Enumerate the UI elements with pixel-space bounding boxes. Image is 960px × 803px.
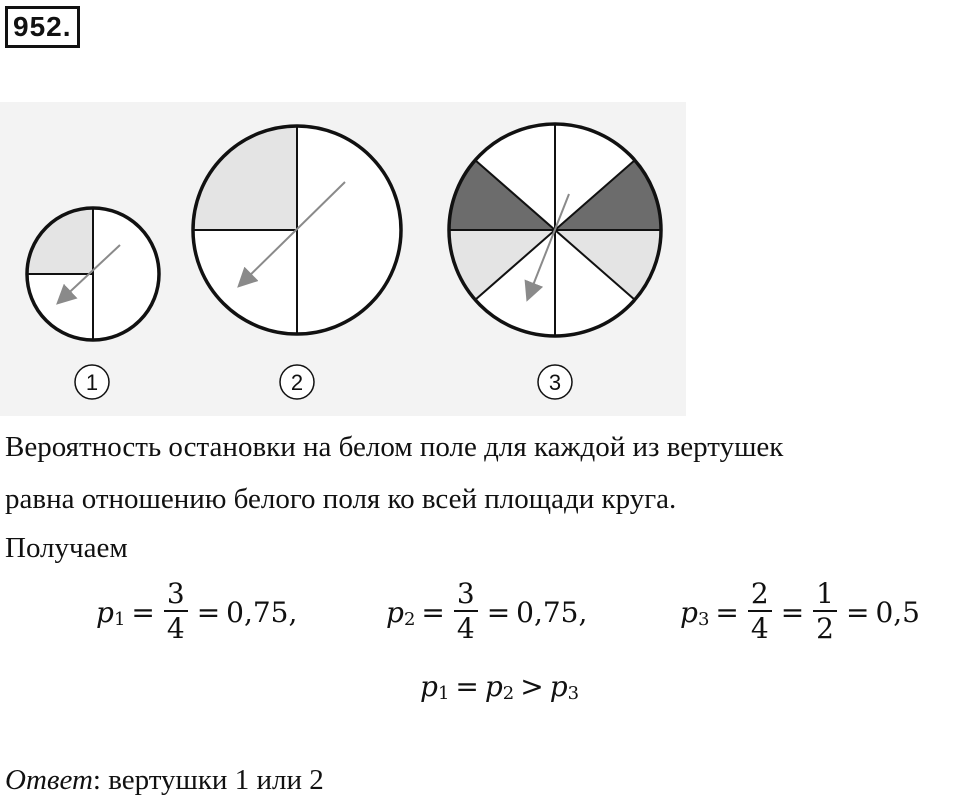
formula-p1: p 1 = $\frac{3}{4}$ = 0,75, (96, 577, 298, 645)
spinners-figure (0, 102, 686, 416)
answer (5, 764, 324, 797)
fraction: $\frac{3}{4}$ (164, 578, 188, 646)
svg-text:1: 1 (85, 370, 99, 395)
spinner-2 (193, 126, 401, 334)
formula-comparison: p 1 = p 2 > p 3 (420, 670, 580, 704)
label-2 (280, 365, 314, 399)
svg-text:2: 2 (290, 370, 304, 395)
text-line-3: Получаем (5, 532, 128, 564)
formula-p3: p 3 = $\frac{2}{4}$ = $\frac{1}{2}$ = 0,5 (680, 577, 920, 645)
spinner-1 (27, 208, 159, 340)
fraction: $\frac{2}{4}$ (748, 578, 772, 646)
formula-p2: p 2 = $\frac{3}{4}$ = 0,75, (386, 577, 588, 645)
answer-text: : вертушки 1 или 2 (92, 764, 324, 796)
label-1 (75, 365, 109, 399)
fraction: $\frac{1}{2}$ (813, 578, 837, 646)
text-line-2: равна отношению белого поля ко всей площади круга. (5, 483, 677, 515)
svg-text:3: 3 (548, 370, 562, 395)
fraction: $\frac{3}{4}$ (454, 578, 478, 646)
answer-label: Ответ (5, 764, 93, 796)
label-3 (538, 365, 572, 399)
spinner-3 (449, 124, 661, 336)
problem-number: 952. (5, 6, 80, 48)
text-line-1: Вероятность остановки на белом поле для каждой из вертушек (5, 431, 784, 463)
